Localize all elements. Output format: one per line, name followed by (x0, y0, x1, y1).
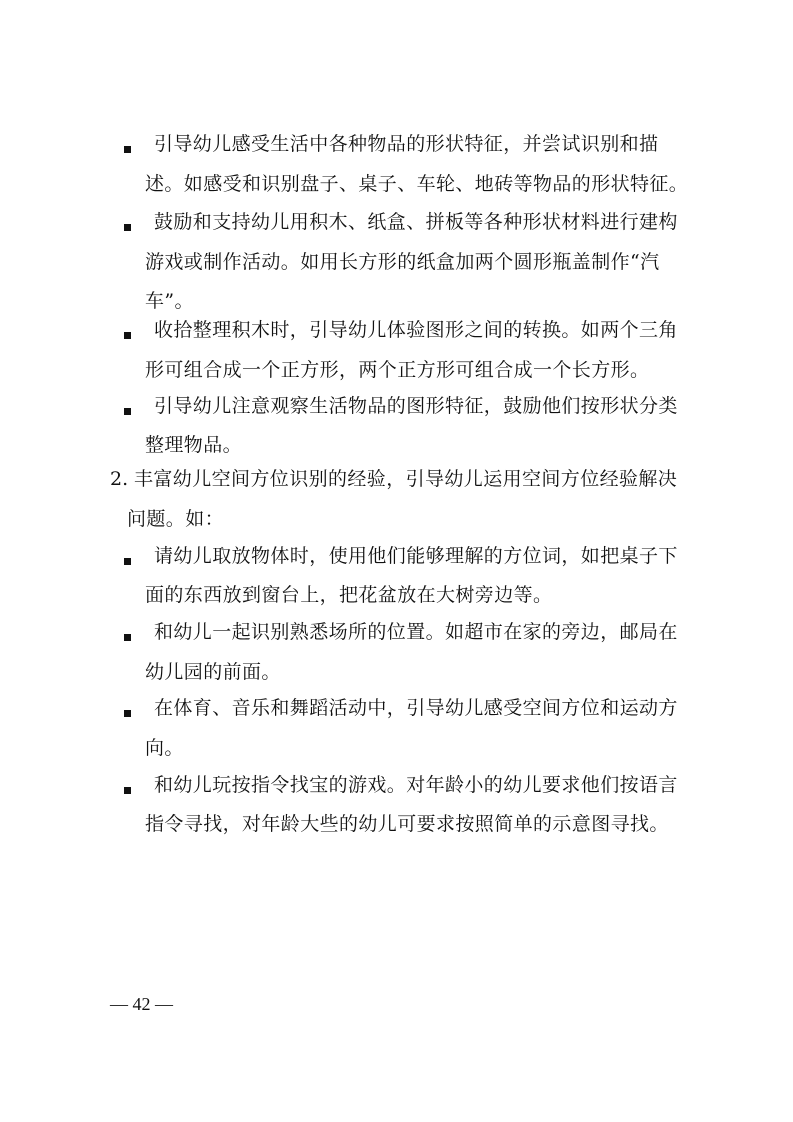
list-item-text-line: 面的东西放到窗台上，把花盆放在大树旁边等。 (145, 584, 553, 606)
page-number: — 42 — (110, 994, 173, 1014)
list-item-text-line: 游戏或制作活动。如用长方形的纸盒加两个圆形瓶盖制作“汽 (145, 251, 660, 273)
list-item-text-line: 引导幼儿感受生活中各种物品的形状特征，并尝试识别和描 (154, 133, 659, 155)
bullet-icon (124, 787, 131, 794)
bullet-icon (124, 332, 131, 339)
list-item-text-line: 和幼儿玩按指令找宝的游戏。对年龄小的幼儿要求他们按语言 (154, 774, 678, 796)
list-item-text-line: 引导幼儿注意观察生活物品的图形特征，鼓励他们按形状分类 (154, 395, 678, 417)
list-item-text-line: 整理物品。 (145, 434, 243, 456)
list-item-text-line: 鼓励和支持幼儿用积木、纸盒、拼板等各种形状材料进行建构 (154, 211, 678, 233)
bullet-icon (124, 224, 131, 231)
bullet-icon (124, 710, 131, 717)
list-item-text-line: 向。 (145, 737, 184, 759)
bullet-icon (124, 634, 131, 641)
list-item-text-line: 和幼儿一起识别熟悉场所的位置。如超市在家的旁边，邮局在 (154, 621, 678, 643)
bullet-icon (124, 558, 131, 565)
list-item-text-line: 请幼儿取放物体时，使用他们能够理解的方位词，如把桌子下 (154, 545, 678, 567)
section-heading-line: 问题。如： (127, 508, 225, 530)
section-number: 2. (110, 468, 129, 490)
list-item-text-line: 车”。 (145, 290, 194, 312)
list-item-text-line: 收拾整理积木时，引导幼儿体验图形之间的转换。如两个三角 (154, 319, 678, 341)
section-heading-line: 丰富幼儿空间方位识别的经验，引导幼儿运用空间方位经验解决 (134, 468, 678, 490)
bullet-icon (124, 146, 131, 153)
list-item-text-line: 述。如感受和识别盘子、桌子、车轮、地砖等物品的形状特征。 (145, 173, 689, 195)
list-item-text-line: 在体育、音乐和舞蹈活动中，引导幼儿感受空间方位和运动方 (154, 697, 678, 719)
list-item-text-line: 幼儿园的前面。 (145, 661, 281, 683)
list-item-text-line: 形可组合成一个正方形，两个正方形可组合成一个长方形。 (145, 359, 650, 381)
bullet-icon (124, 408, 131, 415)
list-item-text-line: 指令寻找，对年龄大些的幼儿可要求按照简单的示意图寻找。 (145, 813, 669, 835)
